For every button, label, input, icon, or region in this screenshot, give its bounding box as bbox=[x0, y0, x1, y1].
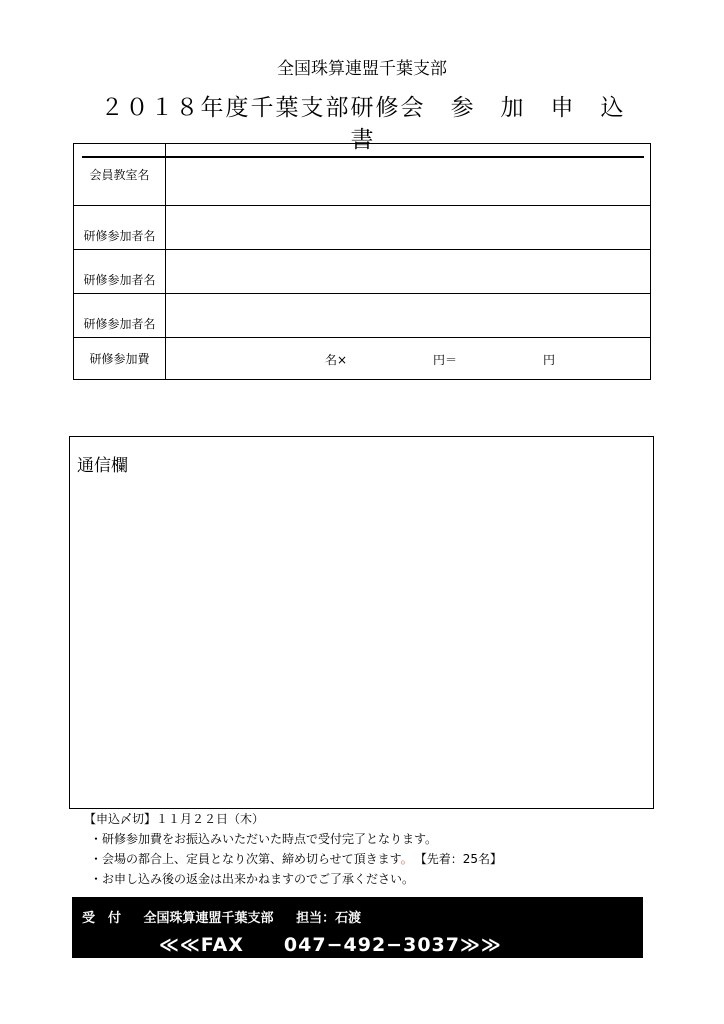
page-title: ２０１８年度千葉支部研修会 参 加 申 込 書 bbox=[82, 92, 644, 158]
organization-name: 全国珠算連盟千葉支部 bbox=[277, 59, 447, 79]
fee-persons-unit: 名× bbox=[325, 353, 348, 367]
fee-label: 研修参加費 bbox=[74, 338, 166, 380]
reception-contact: 担当：石渡 bbox=[296, 911, 362, 926]
fee-yen-total: 円 bbox=[543, 353, 556, 367]
application-form-table bbox=[73, 143, 651, 380]
participant-field-3[interactable] bbox=[166, 294, 651, 338]
participant-row bbox=[74, 294, 651, 338]
note-capacity-text: ・会場の都合上、定員となり次第、締め切らせて頂きます bbox=[90, 852, 401, 866]
reception-org: 全国珠算連盟千葉支部 bbox=[143, 911, 274, 926]
fee-yen-equals: 円＝ bbox=[433, 353, 458, 367]
participant-row bbox=[74, 250, 651, 294]
note-capacity-mark: 。 bbox=[400, 852, 413, 866]
note-payment: ・研修参加費をお振込みいただいた時点で受付完了となります。 bbox=[90, 832, 438, 846]
member-school-label: 会員教室名 bbox=[74, 144, 166, 206]
participant-row bbox=[74, 206, 651, 250]
reception-line bbox=[82, 907, 379, 926]
fax-number: ≪≪FAX 047−492−3037≫≫ bbox=[159, 934, 502, 956]
notes-section bbox=[84, 809, 502, 889]
communication-title: 通信欄 bbox=[77, 456, 128, 476]
participant-field-1[interactable] bbox=[166, 206, 651, 250]
deadline-note: 【申込〆切】１１月２２日（木） bbox=[84, 812, 265, 826]
capacity-badge: 【先着：25名】 bbox=[420, 852, 502, 866]
participant-label-3: 研修参加者名 bbox=[74, 294, 166, 338]
fee-row bbox=[74, 338, 651, 380]
reception-bar bbox=[72, 897, 643, 958]
note-capacity bbox=[90, 849, 502, 869]
communication-box[interactable] bbox=[69, 436, 654, 809]
member-school-field[interactable] bbox=[166, 144, 651, 206]
fee-field[interactable] bbox=[166, 338, 651, 380]
member-school-row bbox=[74, 144, 651, 206]
note-refund: ・お申し込み後の返金は出来かねますのでご了承ください。 bbox=[90, 872, 415, 886]
participant-field-2[interactable] bbox=[166, 250, 651, 294]
participant-label-1: 研修参加者名 bbox=[74, 206, 166, 250]
participant-label-2: 研修参加者名 bbox=[74, 250, 166, 294]
reception-label: 受 付 bbox=[82, 911, 122, 926]
